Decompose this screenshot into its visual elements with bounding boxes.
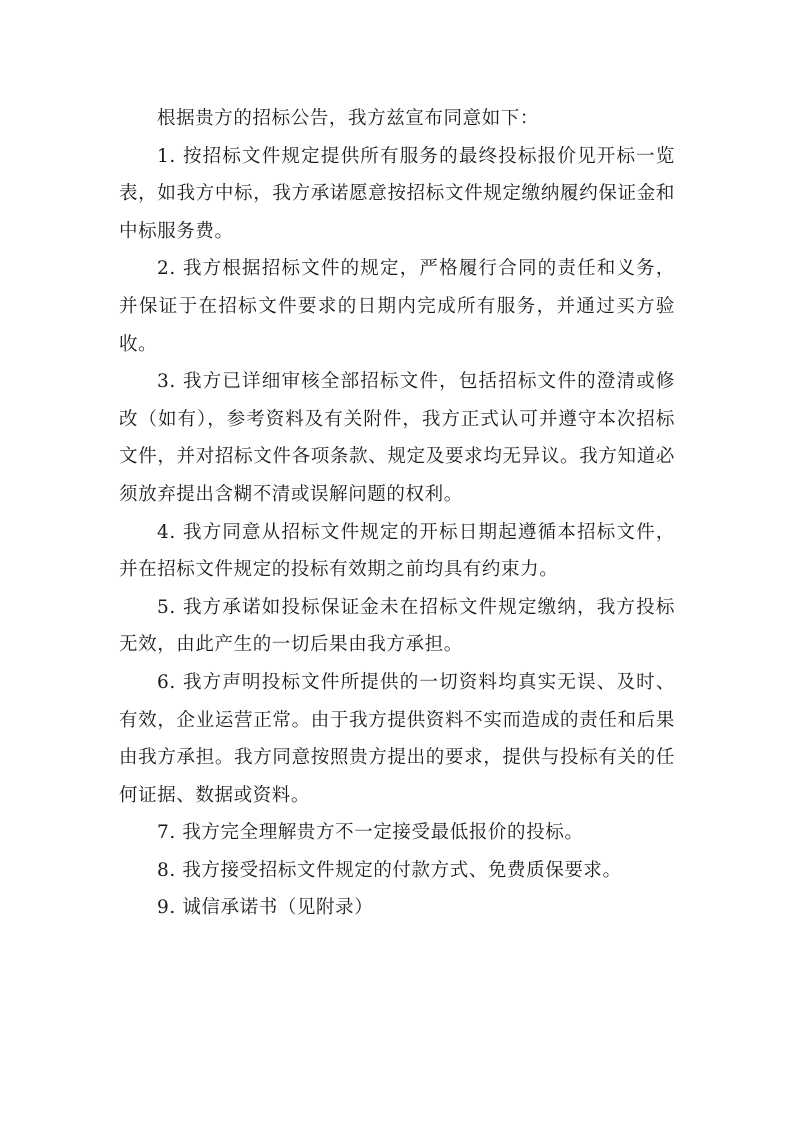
document-page <box>119 100 675 927</box>
clause-5: 5. 我方承诺如投标保证金未在招标文件规定缴纳，我方投标无效，由此产生的一切后果由我方承担。 <box>119 596 675 656</box>
clause-7: 7. 我方完全理解贵方不一定接受最低报价的投标。 <box>157 822 584 844</box>
clause-6: 6. 我方声明投标文件所提供的一切资料均真实无误、及时、有效，企业运营正常。由于我方提供资料不实而造成的责任和后果由我方承担。我方同意按照贵方提出的要求，提供与投标有关的任何证据、数据或资料。 <box>119 671 675 806</box>
clause-3: 3. 我方已详细审核全部招标文件，包括招标文件的澄清或修改（如有），参考资料及有关附件，我方正式认可并遵守本次招标文件，并对招标文件各项条款、规定及要求均无异议。我方知道必须放弃提出含糊不清或误解问题的权利。 <box>119 371 675 505</box>
clause-8: 8. 我方接受招标文件规定的付款方式、免费质保要求。 <box>157 859 622 881</box>
clause-1: 1. 按招标文件规定提供所有服务的最终投标报价见开标一览表，如我方中标，我方承诺愿意按招标文件规定缴纳履约保证金和中标服务费。 <box>119 145 675 242</box>
clause-9: 9. 诚信承诺书（见附录） <box>157 897 374 919</box>
clause-4: 4. 我方同意从招标文件规定的开标日期起遵循本招标文件，并在招标文件规定的投标有效期之前均具有约束力。 <box>119 521 675 581</box>
intro-paragraph: 根据贵方的招标公告，我方兹宣布同意如下： <box>157 108 540 129</box>
clause-2: 2. 我方根据招标文件的规定，严格履行合同的责任和义务，并保证于在招标文件要求的日期内完成所有服务，并通过买方验收。 <box>119 258 675 355</box>
